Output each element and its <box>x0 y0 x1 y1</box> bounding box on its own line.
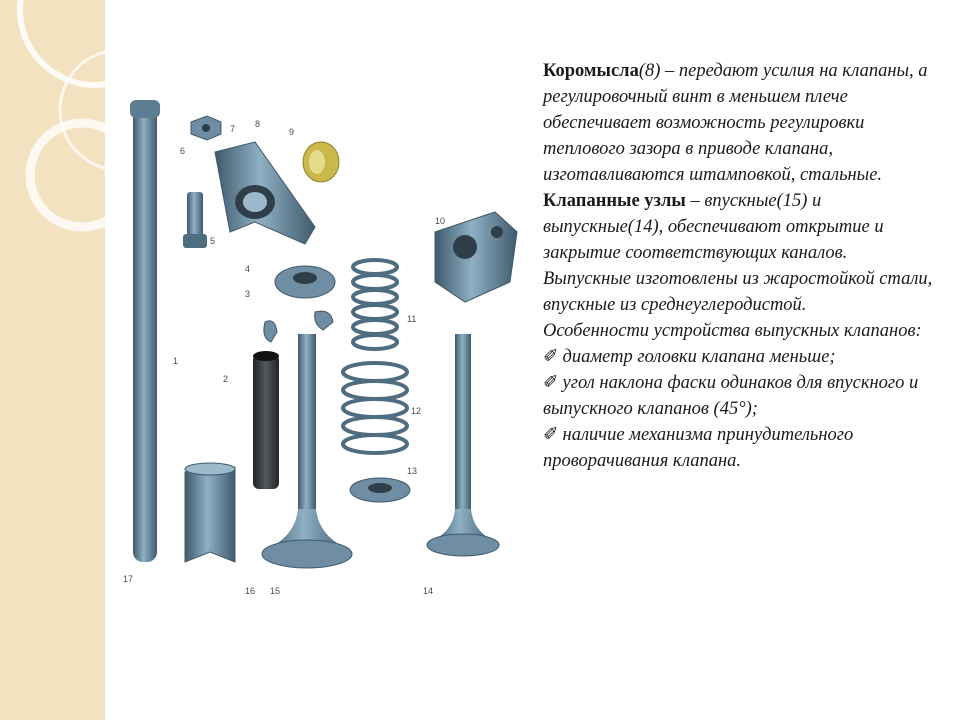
rocker-bracket-part <box>435 212 517 302</box>
bullet-item: ✐ наличие механизма принудительного проворачивания клапана. <box>543 422 943 474</box>
callout-10: 10 <box>435 216 446 226</box>
callout-5: 5 <box>210 236 216 246</box>
callout-2: 2 <box>223 374 229 384</box>
rocker-bushing-part <box>303 142 339 182</box>
callout-6: 6 <box>180 146 186 156</box>
pencil-icon: ✐ <box>543 347 559 367</box>
term-valve-units: Клапанные узлы <box>543 191 686 211</box>
callout-1: 1 <box>173 356 179 366</box>
paragraph-features-heading: Особенности устройства выпускных клапанов: <box>543 321 922 341</box>
paragraph-valve-units <box>543 188 943 266</box>
callout-12: 12 <box>411 406 422 416</box>
valve-units-description: – впускные(15) и выпускные(14), обеспечивают открытие и закрытие соответствующих каналов. <box>543 191 884 263</box>
oil-seal-part <box>350 478 410 502</box>
callout-14: 14 <box>423 586 434 596</box>
callout-15: 15 <box>270 586 281 596</box>
decorative-sidebar <box>0 0 105 720</box>
paragraph-rocker-arms <box>543 58 943 188</box>
callout-9: 9 <box>289 127 295 137</box>
callout-7: 7 <box>230 124 236 134</box>
spring-plate-part <box>275 266 335 298</box>
callout-13: 13 <box>407 466 418 476</box>
rocker-arms-description: (8) – передают усилия на клапаны, а регулировочный винт в меньшем плече обеспечивает возможность регулировки теплового зазора в приводе клапана, изготавливаются штамповкой, стальные. <box>543 61 928 185</box>
tappet-part <box>185 463 235 562</box>
valve-parts-figure <box>105 82 523 614</box>
paragraph-materials: Выпускные изготовлены из жаростойкой стали, впускные из среднеуглеродистой. <box>543 269 933 315</box>
term-rocker-arms: Коромысла <box>543 61 639 81</box>
decorative-rings <box>0 0 105 720</box>
valve-springs-part <box>343 260 407 453</box>
valve-guide-part <box>253 351 279 489</box>
callout-4: 4 <box>245 264 251 274</box>
bullet-item: ✐ диаметр головки клапана меньше; <box>543 344 943 370</box>
callout-11: 11 <box>407 314 417 324</box>
exhaust-valve-part <box>427 334 499 556</box>
bullet-item: ✐ угол наклона фаски одинаков для впускного и выпускного клапанов (45°); <box>543 370 943 422</box>
rocker-arm-part <box>215 142 315 244</box>
push-rod-part <box>130 100 160 562</box>
pencil-icon: ✐ <box>543 425 559 445</box>
nut-part <box>191 116 221 140</box>
adjusting-screw-part <box>183 192 207 248</box>
lecture-text <box>543 58 943 474</box>
callout-17: 17 <box>123 574 134 584</box>
callout-16: 16 <box>245 586 256 596</box>
pencil-icon: ✐ <box>543 373 559 393</box>
callout-3: 3 <box>245 289 251 299</box>
callout-8: 8 <box>255 119 261 129</box>
